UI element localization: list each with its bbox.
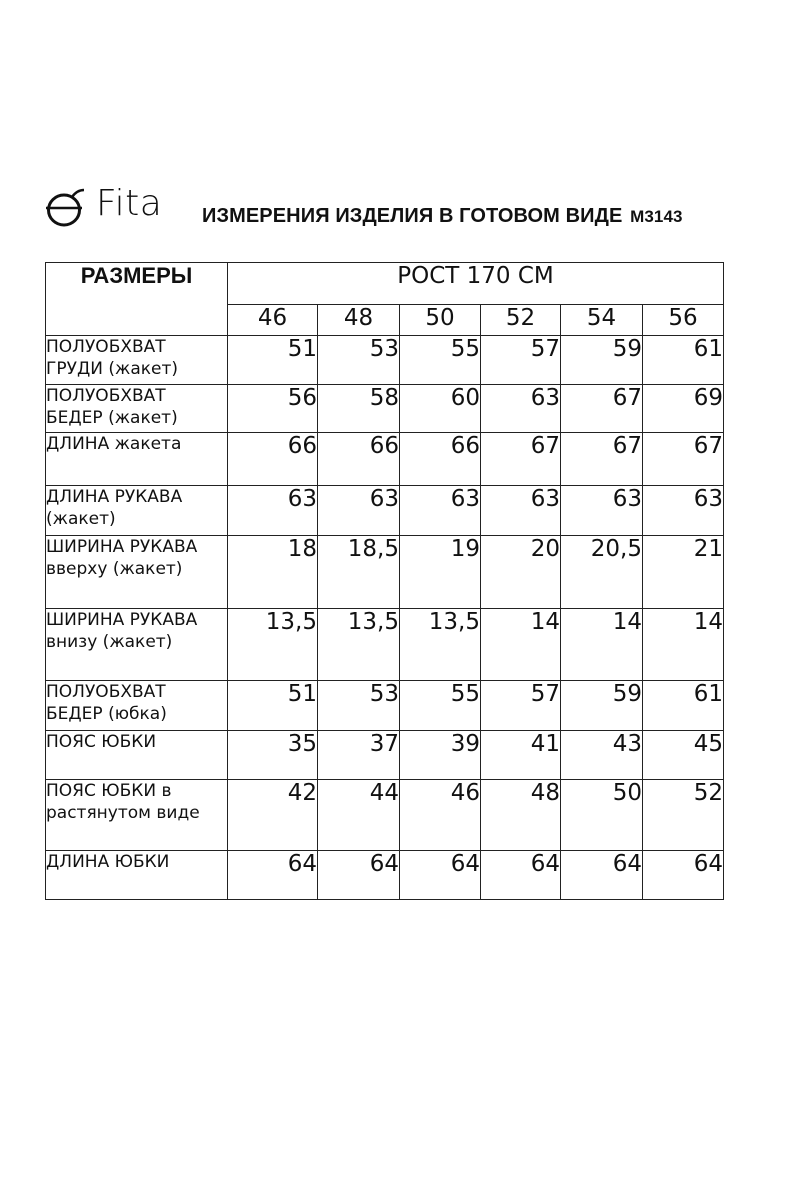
measurement-label: ДЛИНА жакета	[46, 433, 228, 486]
measurement-value: 67	[481, 433, 561, 486]
measurement-value: 66	[400, 433, 481, 486]
measurement-value: 64	[561, 851, 643, 900]
measurement-value: 14	[481, 609, 561, 681]
measurement-value: 57	[481, 336, 561, 385]
size-col-header: 46	[228, 305, 318, 336]
measurement-value: 63	[228, 486, 318, 536]
measurement-value: 63	[643, 486, 724, 536]
measurement-value: 37	[318, 731, 400, 780]
measurement-value: 19	[400, 536, 481, 609]
measurement-value: 55	[400, 681, 481, 731]
measurement-label: ДЛИНА РУКАВА (жакет)	[46, 486, 228, 536]
measurement-value: 18	[228, 536, 318, 609]
measurement-value: 60	[400, 385, 481, 433]
measurement-value: 41	[481, 731, 561, 780]
measurement-value: 44	[318, 780, 400, 851]
brand-logo	[44, 183, 184, 230]
measurement-value: 64	[643, 851, 724, 900]
measurement-value: 58	[318, 385, 400, 433]
measurement-value: 67	[643, 433, 724, 486]
size-col-header: 52	[481, 305, 561, 336]
measurement-value: 50	[561, 780, 643, 851]
measurement-value: 55	[400, 336, 481, 385]
measurement-value: 59	[561, 336, 643, 385]
measurement-value: 64	[318, 851, 400, 900]
measurement-value: 48	[481, 780, 561, 851]
measurement-value: 53	[318, 336, 400, 385]
measurement-label: ШИРИНА РУКАВА вверху (жакет)	[46, 536, 228, 609]
size-col-header: 54	[561, 305, 643, 336]
table-row	[46, 536, 724, 609]
size-col-header: 56	[643, 305, 724, 336]
measurement-value: 21	[643, 536, 724, 609]
measurement-value: 61	[643, 681, 724, 731]
measurement-value: 66	[318, 433, 400, 486]
measurement-value: 52	[643, 780, 724, 851]
measurement-value: 61	[643, 336, 724, 385]
measurement-label: ПОЯС ЮБКИ в растянутом виде	[46, 780, 228, 851]
model-code: М3143	[630, 207, 683, 226]
table-row	[46, 336, 724, 385]
measurement-value: 39	[400, 731, 481, 780]
measurement-value: 13,5	[318, 609, 400, 681]
size-col-header: 48	[318, 305, 400, 336]
measurement-value: 35	[228, 731, 318, 780]
table-body	[46, 336, 724, 900]
size-table	[45, 262, 724, 900]
brand-name: Fita	[96, 183, 163, 224]
height-header: РОСТ 170 СМ	[228, 263, 724, 305]
measurement-value: 69	[643, 385, 724, 433]
table-row	[46, 486, 724, 536]
measurement-value: 14	[561, 609, 643, 681]
table-row	[46, 681, 724, 731]
measurement-value: 14	[643, 609, 724, 681]
measurement-value: 46	[400, 780, 481, 851]
title-text: ИЗМЕРЕНИЯ ИЗДЕЛИЯ В ГОТОВОМ ВИДЕ	[202, 205, 623, 227]
table-row	[46, 780, 724, 851]
measurement-value: 42	[228, 780, 318, 851]
measurement-value: 18,5	[318, 536, 400, 609]
measurement-value: 63	[318, 486, 400, 536]
measurement-label: ДЛИНА ЮБКИ	[46, 851, 228, 900]
table-row	[46, 385, 724, 433]
measurement-value: 64	[228, 851, 318, 900]
measurement-value: 13,5	[228, 609, 318, 681]
measurement-value: 56	[228, 385, 318, 433]
size-col-header: 50	[400, 305, 481, 336]
measurement-label: ПОЛУОБХВАТ БЕДЕР (жакет)	[46, 385, 228, 433]
measurement-label: ШИРИНА РУКАВА внизу (жакет)	[46, 609, 228, 681]
measurement-value: 63	[481, 486, 561, 536]
page-title	[202, 205, 683, 228]
header	[44, 183, 784, 238]
measurement-value: 63	[561, 486, 643, 536]
measurement-value: 45	[643, 731, 724, 780]
measurement-label: ПОЛУОБХВАТ ГРУДИ (жакет)	[46, 336, 228, 385]
measurement-value: 59	[561, 681, 643, 731]
table-row	[46, 433, 724, 486]
measurement-value: 63	[481, 385, 561, 433]
measurement-value: 20,5	[561, 536, 643, 609]
measurement-label: ПОЛУОБХВАТ БЕДЕР (юбка)	[46, 681, 228, 731]
measurement-value: 13,5	[400, 609, 481, 681]
measurement-value: 43	[561, 731, 643, 780]
measurement-value: 67	[561, 433, 643, 486]
measurement-value: 51	[228, 681, 318, 731]
measurement-value: 51	[228, 336, 318, 385]
measurement-value: 53	[318, 681, 400, 731]
table-row	[46, 731, 724, 780]
measurement-value: 64	[400, 851, 481, 900]
measurement-value: 66	[228, 433, 318, 486]
table-row	[46, 851, 724, 900]
measurement-value: 63	[400, 486, 481, 536]
measurement-value: 57	[481, 681, 561, 731]
table-row	[46, 609, 724, 681]
measurement-value: 67	[561, 385, 643, 433]
measurement-value: 20	[481, 536, 561, 609]
fita-theta-icon	[44, 188, 88, 228]
measurement-label: ПОЯС ЮБКИ	[46, 731, 228, 780]
sizes-header: РАЗМЕРЫ	[46, 263, 228, 336]
measurement-value: 64	[481, 851, 561, 900]
